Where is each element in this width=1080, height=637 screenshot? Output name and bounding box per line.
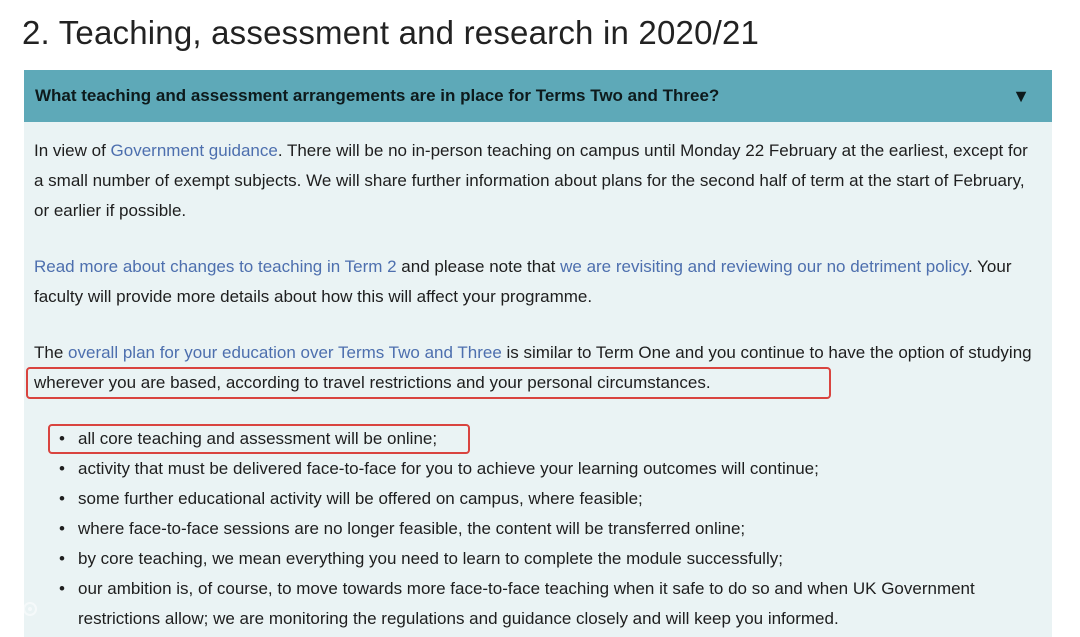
para2-text-end: . Your faculty will provide more details about how this will affect your programme. xyxy=(34,257,1012,306)
term2-changes-link[interactable]: Read more about changes to teaching in Term 2 xyxy=(34,257,397,276)
list-item xyxy=(34,484,1034,514)
watermark xyxy=(6,600,42,622)
highlight-box-core-teaching-online xyxy=(48,424,470,454)
para1-text-start: In view of xyxy=(34,141,111,160)
no-detriment-policy-link[interactable]: we are revisiting and reviewing our no detriment policy xyxy=(560,257,968,276)
overall-plan-link[interactable]: overall plan for your education over Terms Two and Three xyxy=(68,343,502,362)
collapse-triangle-icon[interactable]: ▼ xyxy=(1012,86,1030,106)
list-item xyxy=(34,454,1034,484)
list-item-text: our ambition is, of course, to move towards more face-to-face teaching when it safe to do so and when UK Government restrictions allow; we are monitoring the regulations and guidance closely and will keep you informed. xyxy=(78,579,975,628)
para3-text-start: The xyxy=(34,343,69,362)
paragraph-term2-changes xyxy=(34,252,1034,312)
paragraph-government-guidance xyxy=(34,136,1034,226)
para3-text-end: is similar to Term One and you continue to have the option of studying wherever you are based, according to travel restrictions and your personal circumstances. xyxy=(34,343,1032,392)
bullet-icon: • xyxy=(59,459,65,478)
bullet-icon: • xyxy=(59,579,65,598)
faq-accordion xyxy=(24,70,1052,637)
government-guidance-link[interactable]: Government guidance xyxy=(110,141,278,160)
arrangements-list xyxy=(34,424,1034,634)
list-item-text: some further educational activity will be offered on campus, where feasible; xyxy=(78,489,643,508)
list-item-text: activity that must be delivered face-to-face for you to achieve your learning outcomes will continue; xyxy=(78,459,819,478)
bullet-icon: • xyxy=(59,519,65,538)
bullet-icon: • xyxy=(59,489,65,508)
watermark-logo-icon xyxy=(6,600,42,622)
accordion-title: What teaching and assessment arrangements are in place for Terms Two and Three? xyxy=(35,86,720,105)
para2-text-middle: and please note that xyxy=(396,257,561,276)
list-item xyxy=(34,514,1034,544)
bullet-icon: • xyxy=(59,549,65,568)
list-item-text: where face-to-face sessions are no longer feasible, the content will be transferred online; xyxy=(78,519,746,538)
list-item-text: by core teaching, we mean everything you need to learn to complete the module successfully; xyxy=(78,549,783,568)
list-item-text: all core teaching and assessment will be online; xyxy=(78,429,438,448)
highlight-box-studying-location xyxy=(26,367,831,399)
para1-text-end: . There will be no in-person teaching on campus until Monday 22 February at the earliest, except for a small number of exempt subjects. We will share further information about plans for the second half of term at the start of February, or earlier if possible. xyxy=(34,141,1028,220)
list-item xyxy=(34,544,1034,574)
page-title: 2. Teaching, assessment and research in 2020/21 xyxy=(22,14,760,51)
bullet-icon: • xyxy=(59,429,65,448)
list-item xyxy=(34,574,1034,634)
accordion-header[interactable] xyxy=(24,70,1052,122)
